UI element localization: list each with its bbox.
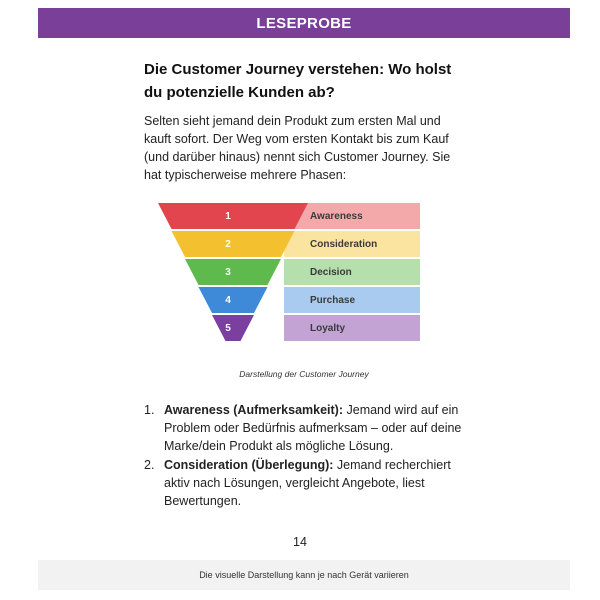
list-term: Awareness (Aufmerksamkeit): bbox=[164, 403, 344, 417]
footer-text: Die visuelle Darstellung kann je nach Gerät variieren bbox=[199, 570, 409, 580]
funnel-stage-label: Loyalty bbox=[310, 322, 346, 334]
page-number: 14 bbox=[293, 535, 307, 549]
funnel-stage-label: Decision bbox=[310, 266, 352, 278]
list-number: 1. bbox=[144, 403, 155, 417]
intro-paragraph: Selten sieht jemand dein Produkt zum ersten Mal und kauft sofort. Der Weg vom ersten Kontakt bis zum Kauf (und darüber hinaus) nennt sich Customer Journey. Sie hat typischerweise mehrere Phasen: bbox=[144, 114, 451, 182]
phase-list bbox=[144, 401, 464, 511]
list-number: 2. bbox=[144, 458, 155, 472]
section-heading: Die Customer Journey verstehen: Wo holst du potenzielle Kunden ab? bbox=[144, 61, 452, 101]
footer-note bbox=[38, 560, 570, 590]
list-item bbox=[144, 456, 464, 510]
figure-caption: Darstellung der Customer Journey bbox=[239, 369, 369, 379]
funnel-stage-label: Awareness bbox=[310, 210, 363, 222]
funnel-step-number: 3 bbox=[225, 266, 231, 278]
banner-label: LESEPROBE bbox=[256, 14, 352, 32]
funnel-stage-label: Purchase bbox=[310, 294, 356, 306]
funnel-step-number: 1 bbox=[225, 210, 231, 222]
funnel-stage-label: Consideration bbox=[310, 238, 378, 250]
list-text: Jemand recherchiert aktiv nach Lösungen, vergleicht Angebote, liest Bewertungen. bbox=[164, 458, 451, 508]
funnel-step-number: 4 bbox=[225, 294, 231, 306]
customer-journey-funnel bbox=[158, 203, 420, 343]
funnel-step-number: 5 bbox=[225, 322, 231, 334]
list-text: Jemand wird auf ein Problem oder Bedürfnis aufmerksam – oder auf deine Marke/dein Produkt als mögliche Lösung. bbox=[164, 403, 462, 453]
leseprobe-banner bbox=[38, 8, 570, 38]
funnel-step-number: 2 bbox=[225, 238, 231, 250]
list-term: Consideration (Überlegung): bbox=[164, 458, 334, 472]
list-item bbox=[144, 401, 464, 455]
